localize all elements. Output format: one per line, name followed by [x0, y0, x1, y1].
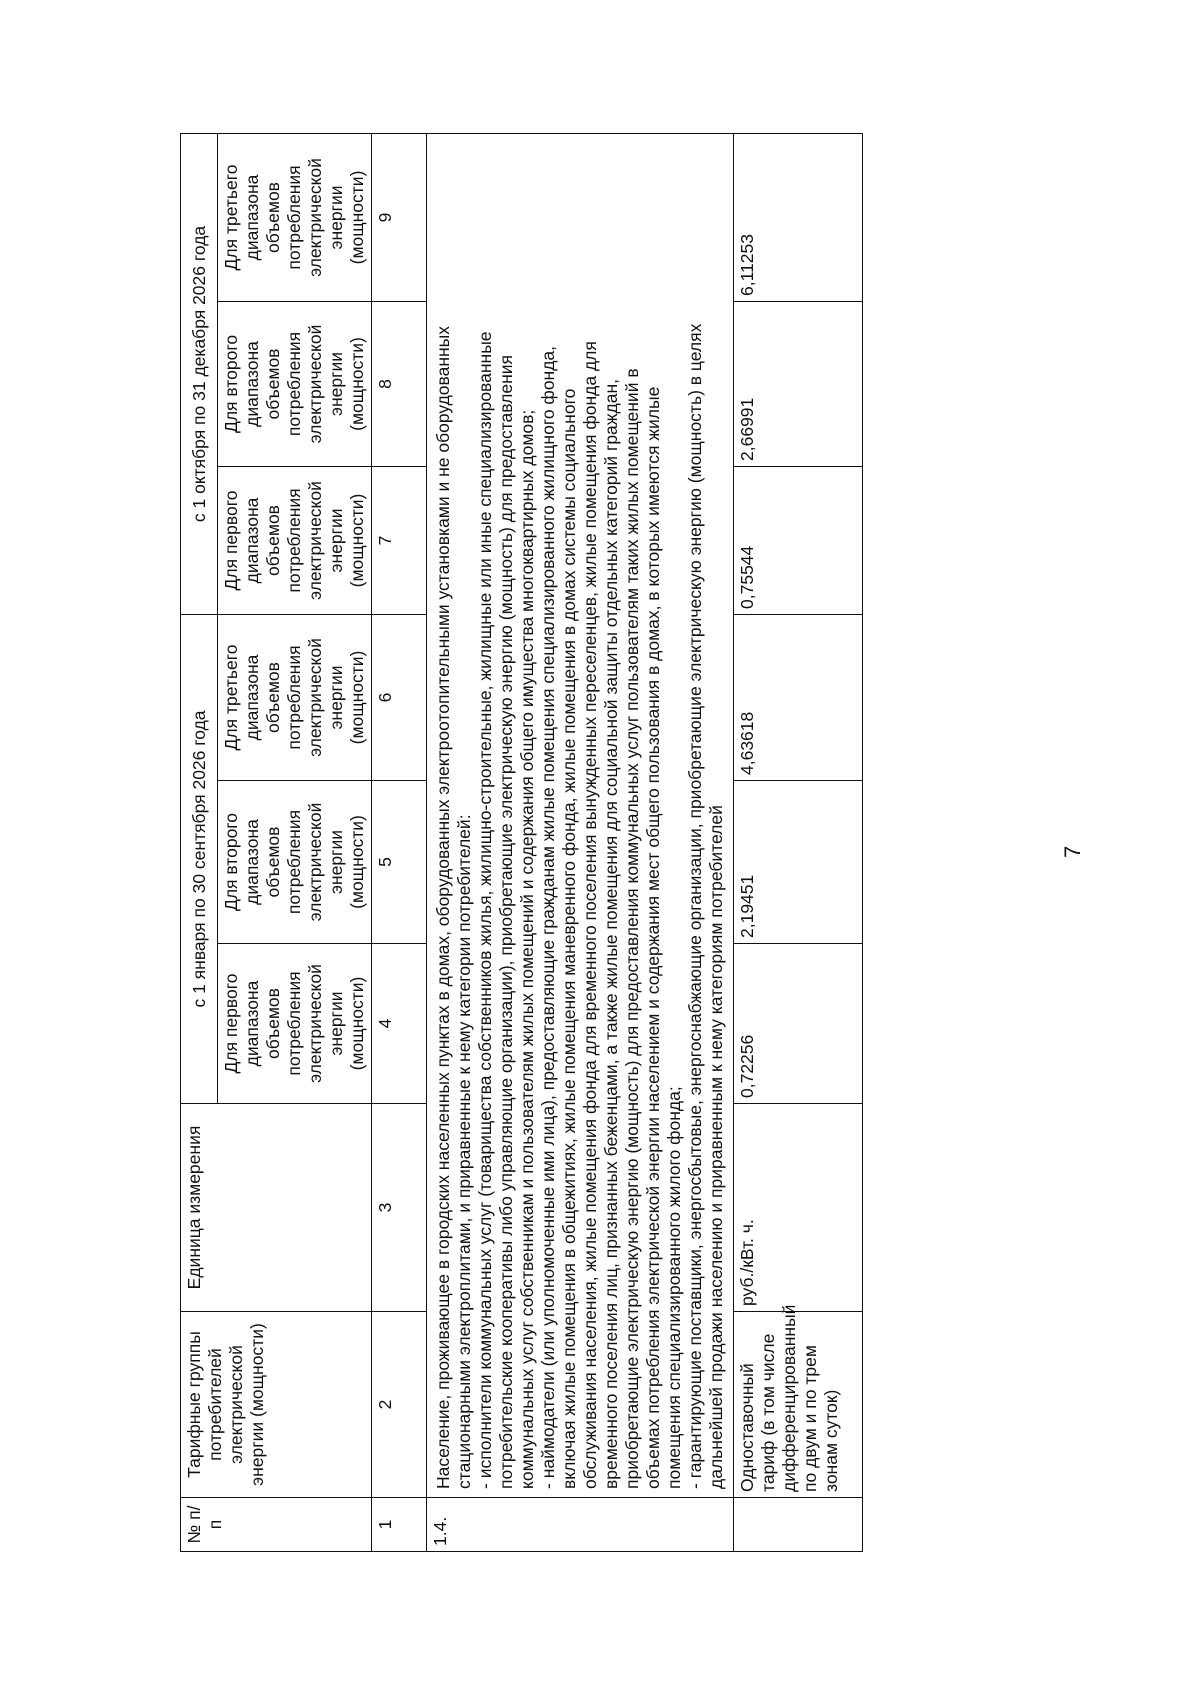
- column-number: 1: [372, 1498, 427, 1552]
- header-period-2: с 1 октября по 31 декабря 2026 года: [181, 133, 218, 614]
- tariff-value: 4,63618: [734, 614, 863, 780]
- column-number: 7: [372, 466, 427, 614]
- description-line: дальнейшей продажи населению и приравненным к нему категориям потребителей: [706, 805, 726, 1489]
- description-line: - исполнители коммунальных услуг (товарищества собственников жилья, жилищно-строительные, жилищные или иные специализированные: [475, 331, 495, 1489]
- header-num: № п/п: [181, 1498, 372, 1552]
- section-description: [427, 133, 734, 1497]
- description-line: потребительские кооперативы либо управляющие организации), приобретающие электрическую энергию (мощность) для предоставления: [496, 354, 516, 1489]
- column-number: 5: [372, 781, 427, 944]
- column-number: 9: [372, 133, 427, 301]
- tariff-table: [180, 133, 863, 1552]
- tariff-name: Одноставочный тариф (в том числе дифференцированный по двум и по трем зонам суток): [734, 1312, 863, 1498]
- tariff-unit: руб./кВт. ч.: [734, 1104, 863, 1312]
- column-numbers-row: [372, 133, 427, 1551]
- description-line: включая жилые помещения в общежитиях, жилые помещения маневренного фонда, жилые помещения в домах системы социального: [559, 388, 579, 1489]
- description-line: помещения специализированного жилого фонда;: [664, 1086, 684, 1489]
- description-line: временного поселения лиц, признанных беженцами, а также жилые помещения для социальной защиты отдельных категорий граждан,: [601, 379, 621, 1489]
- section-number: 1.4.: [427, 1498, 734, 1552]
- description-line: приобретающие электрическую энергию (мощность) для предоставления коммунальных услуг пользователям таких жилых помещений в: [622, 368, 642, 1489]
- description-line: обслуживания населения, жилые помещения фонда для временного поселения вынужденных переселенцев, жилые помещения фонда для: [580, 341, 600, 1489]
- header-range-1: Для первого диапазона объемов потребления электрической энергии (мощности): [218, 944, 372, 1104]
- page-number: 7: [1060, 845, 1085, 858]
- tariff-value: 6,11253: [734, 133, 863, 301]
- row-number-cell: [734, 1498, 863, 1552]
- description-line: объемах потребления электрической энергии населением и содержания мест общего пользования в домах, в которых имеются жилые: [643, 386, 663, 1489]
- header-range-1: Для первого диапазона объемов потребления электрической энергии (мощности): [218, 466, 372, 614]
- section-row: [427, 133, 734, 1551]
- tariff-value: 0,75544: [734, 466, 863, 614]
- tariff-value: 2,66991: [734, 301, 863, 466]
- column-number: 8: [372, 301, 427, 466]
- description-line: стационарными электроплитами, и приравненные к нему категории потребителей:: [454, 814, 474, 1489]
- description-line: - гарантирующие поставщики, энергосбытовые, энергоснабжающие организации, приобретающие электрическую энергию (мощность) в целях: [685, 323, 705, 1489]
- header-range-3: Для третьего диапазона объемов потребления электрической энергии (мощности): [218, 133, 372, 301]
- column-number: 4: [372, 944, 427, 1104]
- description-line: - наймодатели (или уполномоченные ими лица), предоставляющие гражданам жилые помещения специализированного жилищного фонда,: [538, 345, 558, 1489]
- header-range-3: Для третьего диапазона объемов потребления электрической энергии (мощности): [218, 614, 372, 780]
- column-number: 2: [372, 1312, 427, 1498]
- tariff-value: 2,19451: [734, 781, 863, 944]
- column-number: 6: [372, 614, 427, 780]
- tariff-row: [734, 133, 863, 1551]
- description-line: Население, проживающее в городских населенных пунктах в домах, оборудованных электроотопительными установками и не оборудованных: [433, 326, 453, 1489]
- header-range-2: Для второго диапазона объемов потребления электрической энергии (мощности): [218, 781, 372, 944]
- header-unit: Единица измерения: [181, 1104, 372, 1312]
- description-line: коммунальных услуг собственникам и пользователям жилых помещений и содержания общего имущества многоквартирных домов;: [517, 409, 537, 1489]
- tariff-value: 0,72256: [734, 944, 863, 1104]
- header-period-1: с 1 января по 30 сентября 2026 года: [181, 614, 218, 1103]
- header-range-2: Для второго диапазона объемов потребления электрической энергии (мощности): [218, 301, 372, 466]
- column-number: 3: [372, 1104, 427, 1312]
- header-group: Тарифные группы потребителей электрической энергии (мощности): [181, 1312, 372, 1498]
